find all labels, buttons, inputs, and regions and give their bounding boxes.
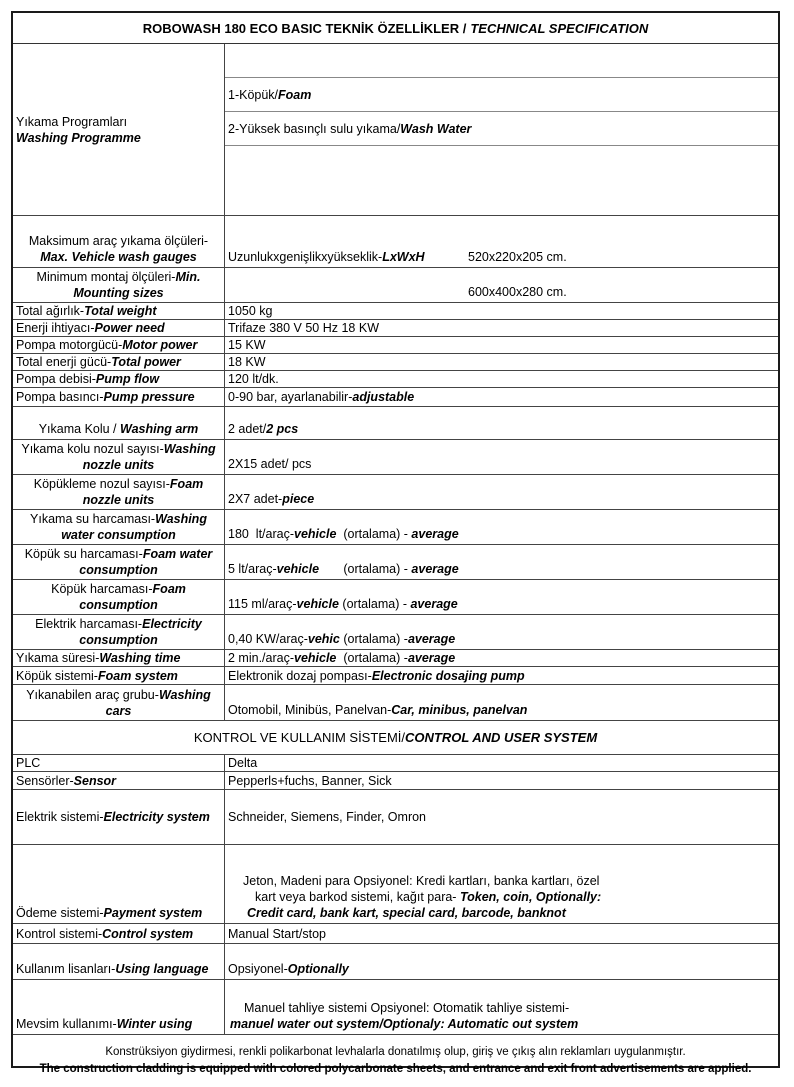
page-title	[13, 13, 778, 44]
nozzle-label-en2: nozzle units	[82, 458, 155, 472]
elec-sys-value: Schneider, Siemens, Finder, Omron	[228, 810, 427, 824]
max-dims-value-en: LxWxH	[382, 250, 425, 264]
pressure-label	[13, 388, 225, 406]
foam-water-v4: average	[411, 562, 459, 576]
foam-water-v3: (ortalama) -	[319, 562, 412, 576]
max-dims-value	[225, 216, 778, 267]
spec-row	[13, 354, 778, 371]
spec-label-en: Pump flow	[95, 372, 160, 386]
foam-nozzle-label	[13, 475, 225, 509]
foam-cons-v1: 115 ml/araç-	[228, 597, 297, 611]
row-language	[13, 944, 778, 980]
spec-label-tr: Total enerji gücü-	[16, 355, 112, 369]
water-cons-label	[13, 510, 225, 544]
programme-line-3	[225, 146, 778, 214]
foam-water-label-en2: consumption	[79, 563, 158, 577]
max-dims-label-tr: Maksimum araç yıkama ölçüleri-	[28, 234, 209, 248]
water-cons-v3: (ortalama) -	[336, 527, 412, 541]
elec-sys-label-en: Electricity system	[103, 810, 210, 824]
programme-2-tr: 2-Yüksek basınçlı sulu yıkama/	[228, 121, 401, 136]
cars-label-en2: cars	[105, 703, 132, 718]
foam-sys-label	[13, 667, 225, 684]
row-pump-pressure	[13, 388, 778, 407]
spec-label-en: Power need	[94, 321, 165, 335]
footer-tr: Konstrüksiyon giydirmesi, renkli polikarbonat levhalarla donatılmış olup, giriş ve çıkış alın reklamları uygulanmıştır.	[105, 1046, 686, 1058]
elec-cons-value	[225, 615, 778, 649]
water-cons-label-en1: Washing	[155, 512, 207, 526]
elec-cons-v2: vehic	[307, 632, 340, 646]
title-italic: TECHNICAL SPECIFICATION	[470, 20, 649, 36]
wash-time-v4: average	[407, 651, 456, 665]
elec-cons-label-en2: consumption	[79, 633, 158, 647]
foam-water-label	[13, 545, 225, 579]
pressure-value-en: adjustable	[352, 390, 415, 404]
elec-cons-v1: 0,40 KW/araç-	[228, 632, 308, 646]
spec-value: Trifaze 380 V 50 Hz 18 KW	[228, 321, 379, 335]
pressure-label-en: Pump pressure	[103, 390, 195, 404]
elec-cons-label-tr: Elektrik harcaması-	[35, 617, 143, 631]
arm-value-tr: 2 adet/	[228, 422, 267, 436]
min-dims-label-tr: Minimum montaj ölçüleri-	[36, 270, 176, 284]
cars-label-tr: Yıkanabilen araç grubu-	[26, 687, 159, 702]
programme-line-2	[225, 112, 778, 146]
row-winter	[13, 980, 778, 1035]
water-cons-v1: 180 lt/araç-	[228, 527, 295, 541]
row-washing-arm	[13, 407, 778, 440]
spec-sheet	[11, 11, 780, 1075]
spec-label-tr: Pompa motorgücü-	[16, 338, 123, 352]
row-plc	[13, 755, 778, 772]
max-dims-label-en: Max. Vehicle wash gauges	[40, 250, 197, 264]
foam-water-v1: 5 lt/araç-	[228, 562, 277, 576]
foam-water-label-en1: Foam water	[142, 547, 213, 561]
programme-line-1	[225, 78, 778, 112]
row-foam-system	[13, 667, 778, 685]
spec-label	[13, 371, 225, 387]
sensor-label-en: Sensor	[73, 773, 117, 788]
control-value: Manual Start/stop	[228, 926, 326, 941]
arm-value	[225, 407, 778, 439]
wash-time-v1: 2 min./araç-	[228, 651, 294, 665]
row-foam-water	[13, 545, 778, 580]
row-control	[13, 924, 778, 944]
spec-value: 18 KW	[228, 355, 266, 369]
nozzle-label	[13, 440, 225, 474]
winter-line-2: manuel water out system/Optionaly: Automatic out system	[230, 1017, 579, 1031]
nozzle-value: 2X15 adet/ pcs	[228, 457, 312, 471]
wash-time-label-en: Washing time	[99, 651, 181, 665]
min-dims-label-en1: Min.	[175, 270, 201, 284]
winter-value	[225, 980, 778, 1034]
sensor-label-tr: Sensörler-	[16, 773, 74, 788]
foam-water-value	[225, 545, 778, 579]
max-dims-value-tr: Uzunlukxgenişlikxyükseklik-	[228, 250, 383, 264]
spec-label-en: Total weight	[84, 304, 157, 318]
spec-row	[13, 320, 778, 337]
spec-value: 120 lt/dk.	[228, 372, 279, 386]
section-header-tr: KONTROL VE KULLANIM SİSTEMİ/	[193, 730, 406, 745]
programme-label-tr: Yıkama Programları	[16, 114, 128, 129]
payment-line-2b: Token, coin, Optionally:	[459, 890, 602, 904]
min-dims-label-en2: Mounting sizes	[73, 286, 164, 300]
spec-label-en: Total power	[111, 355, 181, 369]
payment-label	[13, 845, 225, 923]
spec-value: 1050 kg	[228, 304, 273, 318]
elec-sys-label	[13, 790, 225, 844]
row-washing-programme	[13, 44, 778, 216]
language-label-en: Using language	[115, 962, 209, 976]
foam-sys-label-en: Foam system	[97, 668, 178, 683]
pressure-value	[225, 388, 778, 406]
elec-cons-label	[13, 615, 225, 649]
language-value-en: Optionally	[287, 962, 349, 976]
programme-2-en: Wash Water	[400, 121, 472, 136]
row-sensor	[13, 772, 778, 790]
language-value-tr: Opsiyonel-	[228, 962, 288, 976]
foam-nozzle-value-en: piece	[282, 492, 315, 506]
arm-label	[13, 407, 225, 439]
min-dims-label	[13, 268, 225, 302]
min-dims-size: 600x400x280 cm.	[468, 285, 567, 299]
spec-row	[13, 303, 778, 320]
spec-label-tr: Total ağırlık-	[16, 304, 85, 318]
pressure-value-tr: 0-90 bar, ayarlanabilir-	[228, 390, 353, 404]
foam-water-v2: vehicle	[276, 562, 320, 576]
row-electricity-system	[13, 790, 778, 845]
programme-label-en: Washing Programme	[16, 130, 141, 145]
winter-label-en: Winter using	[116, 1017, 193, 1031]
row-wash-time	[13, 650, 778, 667]
cars-label-en1: Washing	[158, 687, 211, 702]
foam-sys-label-tr: Köpük sistemi-	[16, 668, 98, 683]
foam-cons-label-en1: Foam	[152, 582, 186, 596]
payment-line-1: Jeton, Madeni para Opsiyonel: Kredi kartları, banka kartları, özel	[243, 874, 600, 888]
water-cons-v2: vehicle	[294, 527, 337, 541]
payment-value	[225, 845, 778, 923]
payment-label-en: Payment system	[103, 906, 203, 920]
foam-cons-v2: vehicle	[296, 597, 339, 611]
foam-cons-v3: (ortalama) -	[338, 597, 411, 611]
sensor-value: Pepperls+fuchs, Banner, Sick	[228, 773, 392, 788]
programme-label	[13, 44, 225, 215]
winter-label	[13, 980, 225, 1034]
row-min-dims	[13, 268, 778, 303]
control-label	[13, 924, 225, 943]
payment-line-2a: kart veya barkod sistemi, kağıt para-	[255, 890, 460, 904]
cars-value	[225, 685, 778, 720]
max-dims-label	[13, 216, 225, 267]
winter-label-tr: Mevsim kullanımı-	[16, 1017, 117, 1031]
row-foam-nozzle	[13, 475, 778, 510]
plc-label: PLC	[13, 755, 225, 771]
cars-value-en: Car, minibus, panelvan	[391, 703, 528, 717]
wash-time-value	[225, 650, 778, 666]
spec-label-en: Motor power	[122, 338, 198, 352]
elec-cons-v4: average	[407, 632, 456, 646]
water-cons-value	[225, 510, 778, 544]
footer-note	[13, 1035, 778, 1087]
wash-time-label	[13, 650, 225, 666]
foam-cons-v4: average	[410, 597, 458, 611]
row-payment	[13, 845, 778, 924]
row-nozzle	[13, 440, 778, 475]
spec-label	[13, 320, 225, 336]
winter-line-1: Manuel tahliye sistemi Opsiyonel: Otomatik tahliye sistemi-	[244, 1001, 570, 1015]
foam-cons-label	[13, 580, 225, 614]
water-cons-label-en2: water consumption	[61, 528, 176, 542]
control-label-tr: Kontrol sistemi-	[16, 926, 103, 941]
wash-time-label-tr: Yıkama süresi-	[16, 651, 100, 665]
foam-sys-value-en: Electronic dosajing pump	[371, 668, 525, 683]
spec-value: 15 KW	[228, 338, 266, 352]
spec-label	[13, 303, 225, 319]
wash-time-v3: (ortalama) -	[336, 651, 408, 665]
spec-label	[13, 354, 225, 370]
arm-label-tr: Yıkama Kolu /	[38, 422, 121, 436]
language-value	[225, 944, 778, 979]
section-header	[13, 721, 778, 755]
foam-nozzle-label-tr: Köpükleme nozul sayısı-	[33, 477, 170, 491]
programme-line-0	[225, 44, 778, 78]
payment-label-tr: Ödeme sistemi-	[16, 906, 104, 920]
row-cars	[13, 685, 778, 721]
row-electricity-consumption	[13, 615, 778, 650]
spec-label-tr: Pompa debisi-	[16, 372, 96, 386]
spec-row	[13, 371, 778, 388]
water-cons-v4: average	[411, 527, 459, 541]
section-header-en: CONTROL AND USER SYSTEM	[405, 730, 598, 745]
title-main: ROBOWASH 180 ECO BASIC TEKNİK ÖZELLİKLER /	[142, 20, 467, 36]
footer-en: The construction cladding is equipped with colored polycarbonate sheets, and entrance and exit front advertisements are applied.	[39, 1063, 752, 1075]
spec-label	[13, 337, 225, 353]
sensor-label	[13, 772, 225, 789]
nozzle-label-en1: Washing	[163, 442, 216, 456]
foam-nozzle-label-en2: nozzle units	[82, 493, 155, 507]
spec-label-tr: Enerji ihtiyacı-	[16, 321, 95, 335]
foam-nozzle-value	[225, 475, 778, 509]
foam-cons-label-en2: consumption	[79, 598, 158, 612]
payment-line-3: Credit card, bank kart, special card, barcode, banknot	[247, 906, 566, 920]
pressure-label-tr: Pompa basıncı-	[16, 390, 104, 404]
row-foam-consumption	[13, 580, 778, 615]
programme-values	[225, 44, 778, 215]
row-water-consumption	[13, 510, 778, 545]
plc-value: Delta	[228, 756, 258, 770]
foam-cons-label-tr: Köpük harcaması-	[51, 582, 153, 596]
cars-value-tr: Otomobil, Minibüs, Panelvan-	[228, 703, 392, 717]
arm-label-en: Washing arm	[120, 422, 199, 436]
programme-1-tr: 1-Köpük/	[228, 87, 279, 102]
water-cons-label-tr: Yıkama su harcaması-	[30, 512, 156, 526]
max-dims-size: 520x220x205 cm.	[468, 250, 567, 264]
elec-cons-v3: (ortalama) -	[339, 632, 408, 646]
foam-sys-value-tr: Elektronik dozaj pompası-	[228, 668, 372, 683]
language-label	[13, 944, 225, 979]
programme-1-en: Foam	[278, 87, 312, 102]
row-max-dims	[13, 216, 778, 268]
cars-label	[13, 685, 225, 720]
wash-time-v2: vehicle	[294, 651, 337, 665]
foam-water-label-tr: Köpük su harcaması-	[24, 547, 143, 561]
min-dims-value	[225, 268, 778, 302]
control-label-en: Control system	[102, 926, 194, 941]
language-label-tr: Kullanım lisanları-	[16, 962, 116, 976]
foam-nozzle-label-en1: Foam	[169, 477, 204, 491]
arm-value-en: 2 pcs	[266, 422, 299, 436]
foam-sys-value	[225, 667, 778, 684]
foam-nozzle-value-tr: 2X7 adet-	[228, 492, 283, 506]
foam-cons-value	[225, 580, 778, 614]
nozzle-label-tr: Yıkama kolu nozul sayısı-	[21, 442, 164, 456]
spec-row	[13, 337, 778, 354]
elec-sys-label-tr: Elektrik sistemi-	[16, 810, 104, 824]
elec-cons-label-en1: Electricity	[142, 617, 202, 631]
